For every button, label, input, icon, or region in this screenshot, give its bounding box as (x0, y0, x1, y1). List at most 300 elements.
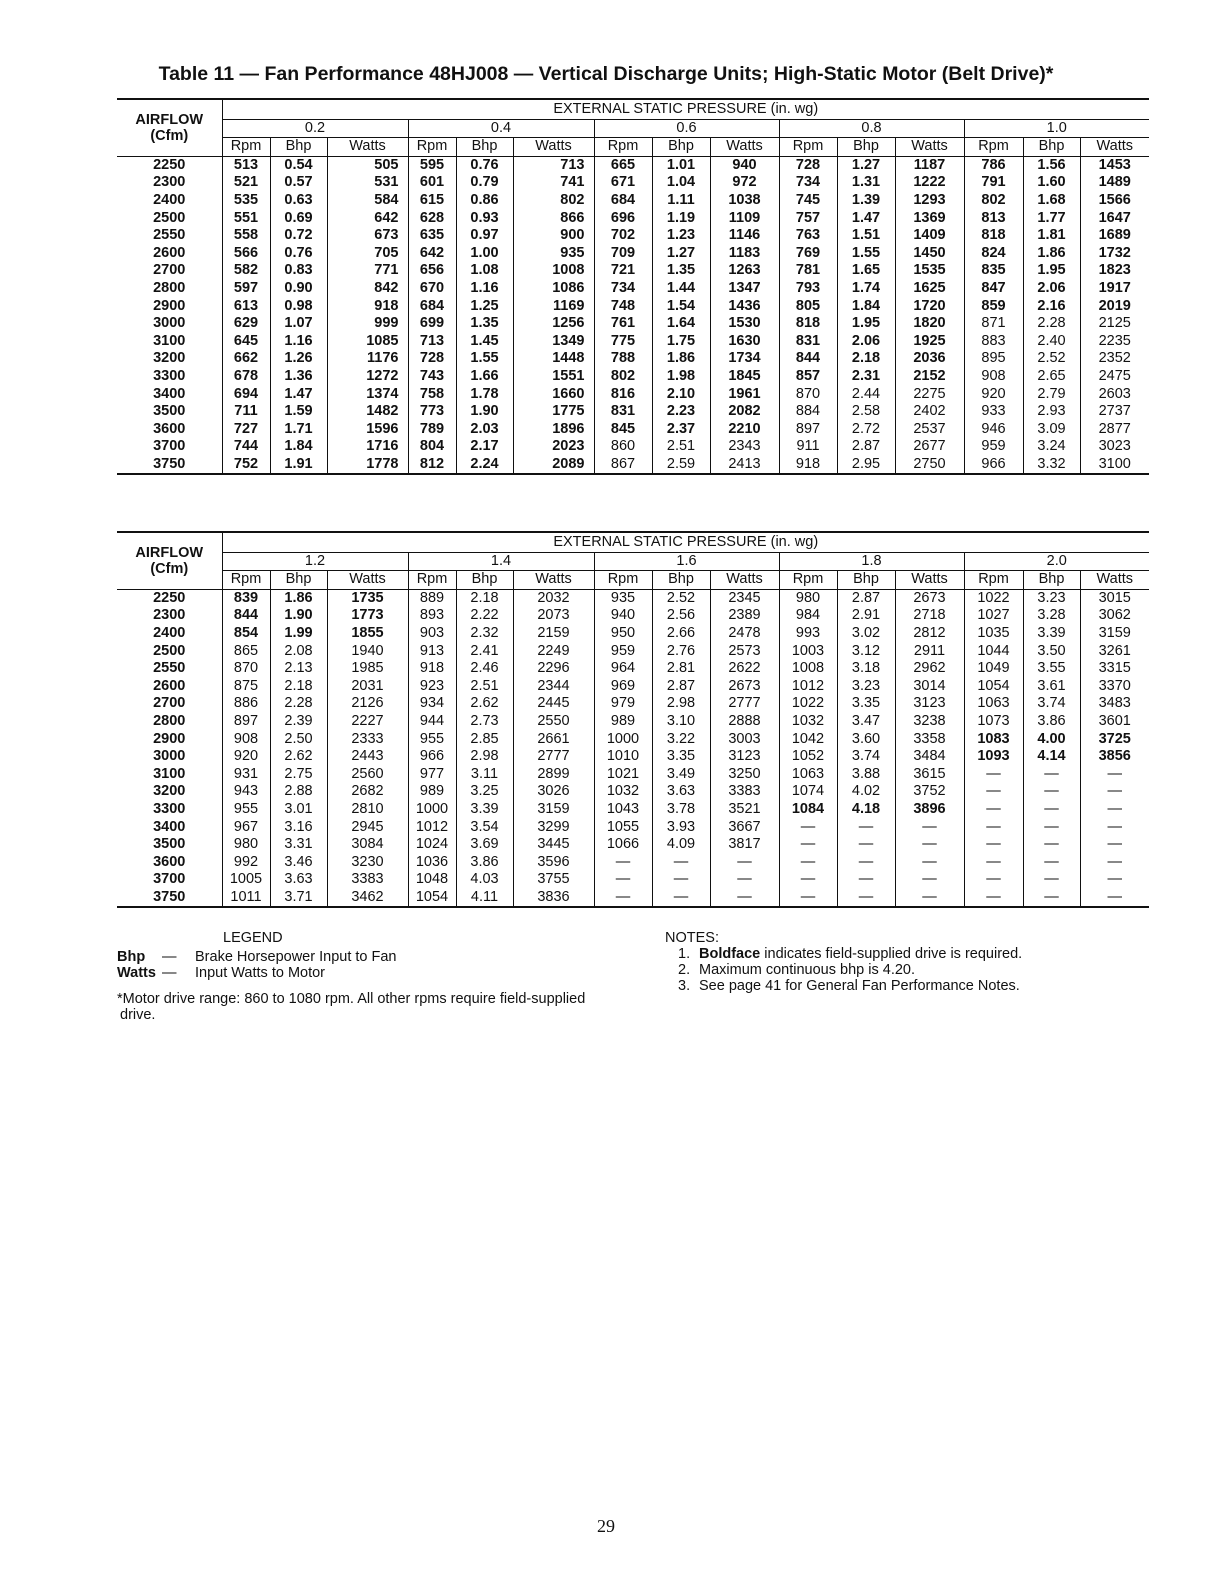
watts-cell: 1778 (327, 456, 408, 475)
rpm-cell: 884 (779, 403, 837, 421)
watts-cell: 2537 (895, 421, 964, 439)
watts-cell: 1450 (895, 245, 964, 263)
column-header-bhp: Bhp (270, 571, 327, 590)
rpm-cell: 743 (408, 368, 456, 386)
legend-dash: — (162, 965, 177, 981)
airflow-label: AIRFLOW (135, 111, 204, 128)
watts-cell: 1349 (513, 333, 594, 351)
rpm-cell: 757 (779, 210, 837, 228)
bhp-cell: 3.31 (270, 836, 327, 854)
watts-cell: 1773 (327, 607, 408, 625)
watts-cell: 2573 (710, 643, 779, 661)
watts-cell: 2661 (513, 731, 594, 749)
bhp-cell: 1.74 (837, 280, 895, 298)
rpm-cell: 903 (408, 625, 456, 643)
rpm-cell: — (964, 819, 1023, 837)
bhp-cell: 2.52 (1023, 350, 1080, 368)
bhp-cell: 2.52 (652, 589, 710, 607)
rpm-cell: 1063 (779, 766, 837, 784)
watts-cell: 3358 (895, 731, 964, 749)
airflow-cell: 2600 (117, 245, 222, 263)
watts-cell: 2152 (895, 368, 964, 386)
watts-cell: 1448 (513, 350, 594, 368)
legend-heading: LEGEND (223, 930, 283, 946)
bhp-cell: 1.45 (456, 333, 513, 351)
bhp-cell: 2.98 (456, 748, 513, 766)
bhp-cell: 2.06 (1023, 280, 1080, 298)
rpm-cell: 844 (222, 607, 270, 625)
bhp-cell: 1.08 (456, 262, 513, 280)
bhp-cell: 1.56 (1023, 156, 1080, 174)
watts-cell: 2777 (710, 695, 779, 713)
airflow-cell: 3600 (117, 421, 222, 439)
watts-cell: 1820 (895, 315, 964, 333)
bhp-cell: 2.87 (652, 678, 710, 696)
fan-performance-table-high-pressure (117, 531, 1149, 908)
rpm-cell: 728 (779, 156, 837, 174)
bhp-cell: 3.39 (456, 801, 513, 819)
bhp-cell: 1.00 (456, 245, 513, 263)
bhp-cell: — (652, 854, 710, 872)
column-header-watts: Watts (513, 571, 594, 590)
bhp-cell: 0.72 (270, 227, 327, 245)
bhp-cell: 2.95 (837, 456, 895, 475)
pressure-group-header: 0.2 (222, 119, 408, 138)
bhp-cell: 1.35 (652, 262, 710, 280)
watts-cell: 3596 (513, 854, 594, 872)
watts-cell: 1409 (895, 227, 964, 245)
rpm-cell: 613 (222, 298, 270, 316)
bhp-cell: 1.95 (1023, 262, 1080, 280)
watts-cell: 2031 (327, 678, 408, 696)
column-header-bhp: Bhp (456, 138, 513, 157)
watts-cell: 2911 (895, 643, 964, 661)
bhp-cell: 3.09 (1023, 421, 1080, 439)
rpm-cell: 959 (594, 643, 652, 661)
airflow-cell: 2600 (117, 678, 222, 696)
watts-cell: 940 (710, 156, 779, 174)
watts-cell: 2718 (895, 607, 964, 625)
watts-cell: 1720 (895, 298, 964, 316)
bhp-cell: 1.26 (270, 350, 327, 368)
rpm-cell: — (964, 801, 1023, 819)
watts-cell: 935 (513, 245, 594, 263)
bhp-cell: 2.18 (837, 350, 895, 368)
table-row (117, 333, 1149, 351)
rpm-cell: 870 (222, 660, 270, 678)
rpm-cell: — (779, 854, 837, 872)
rpm-cell: 1024 (408, 836, 456, 854)
watts-cell: — (1107, 871, 1122, 888)
airflow-cell: 2250 (117, 156, 222, 174)
airflow-cell: 2800 (117, 280, 222, 298)
watts-cell: 2082 (710, 403, 779, 421)
rpm-cell: 964 (594, 660, 652, 678)
bhp-cell: 1.81 (1023, 227, 1080, 245)
bhp-cell: 2.58 (837, 403, 895, 421)
rpm-cell: 875 (222, 678, 270, 696)
rpm-cell: 734 (594, 280, 652, 298)
watts-cell: 1109 (710, 210, 779, 228)
rpm-cell: 595 (408, 156, 456, 174)
rpm-cell: 859 (964, 298, 1023, 316)
column-header-bhp: Bhp (652, 571, 710, 590)
watts-cell: 2210 (710, 421, 779, 439)
bhp-cell: 4.02 (837, 783, 895, 801)
watts-cell: — (1107, 783, 1122, 800)
bhp-cell: 0.86 (456, 192, 513, 210)
watts-cell: 2352 (1098, 350, 1131, 367)
bhp-cell: — (1023, 854, 1080, 872)
rpm-cell: 699 (408, 315, 456, 333)
bhp-cell: 3.55 (1023, 660, 1080, 678)
watts-cell: 2296 (513, 660, 594, 678)
bhp-cell: 1.90 (456, 403, 513, 421)
rpm-cell: 773 (408, 403, 456, 421)
watts-cell: 2677 (895, 438, 964, 456)
rpm-cell: 1000 (408, 801, 456, 819)
watts-cell: 1176 (327, 350, 408, 368)
watts-cell: 2235 (1098, 332, 1131, 349)
rpm-cell: 967 (222, 819, 270, 837)
bhp-cell: 2.18 (270, 678, 327, 696)
bhp-cell: 1.64 (652, 315, 710, 333)
rpm-cell: 931 (222, 766, 270, 784)
watts-cell: 2159 (513, 625, 594, 643)
watts-cell: 2877 (1098, 420, 1131, 437)
bhp-cell: 3.35 (652, 748, 710, 766)
rpm-cell: 1073 (964, 713, 1023, 731)
rpm-cell: 813 (964, 210, 1023, 228)
rpm-cell: 1000 (594, 731, 652, 749)
table-row (117, 421, 1149, 439)
bhp-cell: 3.16 (270, 819, 327, 837)
watts-cell: 866 (513, 210, 594, 228)
bhp-cell: 1.19 (652, 210, 710, 228)
bhp-cell: 1.16 (270, 333, 327, 351)
watts-cell: 1735 (327, 589, 408, 607)
bhp-cell: 2.59 (652, 456, 710, 475)
rpm-cell: 1012 (779, 678, 837, 696)
rpm-cell: 1052 (779, 748, 837, 766)
table-row (117, 819, 1149, 837)
airflow-cell: 2500 (117, 643, 222, 661)
bhp-cell: 1.51 (837, 227, 895, 245)
column-header-rpm: Rpm (779, 138, 837, 157)
bhp-cell: — (1023, 783, 1080, 801)
rpm-cell: 745 (779, 192, 837, 210)
page-number: 29 (597, 1516, 615, 1536)
bhp-cell: 3.23 (1023, 589, 1080, 607)
watts-cell: 1530 (710, 315, 779, 333)
pressure-group-header: 1.6 (594, 552, 779, 571)
bhp-cell: 3.01 (270, 801, 327, 819)
watts-cell: 1660 (513, 386, 594, 404)
rpm-cell: 969 (594, 678, 652, 696)
watts-cell: 2475 (1098, 367, 1131, 384)
rpm-cell: 656 (408, 262, 456, 280)
rpm-cell: 805 (779, 298, 837, 316)
column-header-watts: Watts (513, 138, 594, 157)
airflow-cell: 3400 (117, 819, 222, 837)
bhp-cell: 2.62 (456, 695, 513, 713)
bhp-cell: 2.13 (270, 660, 327, 678)
watts-cell: 918 (327, 298, 408, 316)
column-header-bhp: Bhp (1023, 138, 1080, 157)
rpm-cell: 629 (222, 315, 270, 333)
column-header-rpm: Rpm (964, 138, 1023, 157)
bhp-cell: 2.24 (456, 456, 513, 475)
watts-cell: — (1107, 800, 1122, 817)
bhp-cell: 1.27 (652, 245, 710, 263)
watts-cell: 3370 (1098, 677, 1131, 694)
watts-cell: 2402 (895, 403, 964, 421)
rpm-cell: 645 (222, 333, 270, 351)
bhp-cell: — (1023, 871, 1080, 889)
watts-cell: 2227 (327, 713, 408, 731)
watts-cell: 2962 (895, 660, 964, 678)
rpm-cell: 950 (594, 625, 652, 643)
rpm-cell: 946 (964, 421, 1023, 439)
bhp-cell: 4.03 (456, 871, 513, 889)
watts-cell: 1086 (513, 280, 594, 298)
bhp-cell: 2.88 (270, 783, 327, 801)
watts-cell: 673 (327, 227, 408, 245)
rpm-cell: 824 (964, 245, 1023, 263)
watts-cell: 3230 (327, 854, 408, 872)
bhp-cell: — (837, 854, 895, 872)
bhp-cell: 3.74 (837, 748, 895, 766)
watts-cell: 2249 (513, 643, 594, 661)
column-header-bhp: Bhp (1023, 571, 1080, 590)
bhp-cell: 2.37 (652, 421, 710, 439)
watts-cell: 2560 (327, 766, 408, 784)
bhp-cell: 1.99 (270, 625, 327, 643)
rpm-cell: 1011 (222, 889, 270, 908)
bhp-cell: 3.78 (652, 801, 710, 819)
watts-cell: 1985 (327, 660, 408, 678)
rpm-cell: 713 (408, 333, 456, 351)
watts-cell: — (895, 836, 964, 854)
rpm-cell: 734 (779, 174, 837, 192)
bhp-cell: — (1023, 819, 1080, 837)
column-header-rpm: Rpm (408, 571, 456, 590)
bhp-cell: 1.86 (270, 589, 327, 607)
watts-cell: 3100 (1080, 456, 1149, 475)
pressure-group-header: 1.0 (964, 119, 1149, 138)
rpm-cell: 1027 (964, 607, 1023, 625)
watts-cell: 1630 (710, 333, 779, 351)
rpm-cell: 678 (222, 368, 270, 386)
table-row (117, 836, 1149, 854)
rpm-cell: 918 (779, 456, 837, 475)
legend-dash: — (162, 948, 177, 965)
table-row (117, 748, 1149, 766)
rpm-cell: 992 (222, 854, 270, 872)
bhp-cell: 3.39 (1023, 625, 1080, 643)
airflow-cell: 2700 (117, 262, 222, 280)
rpm-cell: 989 (408, 783, 456, 801)
bhp-cell: 3.10 (652, 713, 710, 731)
watts-cell: 2089 (513, 456, 594, 475)
column-header-bhp: Bhp (652, 138, 710, 157)
airflow-cell: 3500 (117, 403, 222, 421)
rpm-cell: 1042 (779, 731, 837, 749)
rpm-cell: 933 (964, 403, 1023, 421)
note-item (678, 978, 1145, 994)
bhp-cell: 2.62 (270, 748, 327, 766)
rpm-cell: — (964, 871, 1023, 889)
rpm-cell: 1054 (408, 889, 456, 908)
column-header-rpm: Rpm (594, 571, 652, 590)
airflow-label: AIRFLOW (135, 544, 204, 561)
bhp-cell: 3.60 (837, 731, 895, 749)
rpm-cell: 721 (594, 262, 652, 280)
watts-cell: 3752 (895, 783, 964, 801)
airflow-cell: 3100 (117, 766, 222, 784)
watts-cell: 2389 (710, 607, 779, 625)
rpm-cell: 662 (222, 350, 270, 368)
rpm-cell: 979 (594, 695, 652, 713)
watts-cell: 1146 (710, 227, 779, 245)
bhp-cell: 4.11 (456, 889, 513, 908)
watts-cell: 2478 (710, 625, 779, 643)
rpm-cell: 857 (779, 368, 837, 386)
rpm-cell: 728 (408, 350, 456, 368)
bhp-cell: — (1023, 801, 1080, 819)
rpm-cell: 566 (222, 245, 270, 263)
bhp-cell: 3.74 (1023, 695, 1080, 713)
rpm-cell: 744 (222, 438, 270, 456)
watts-cell: 2550 (513, 713, 594, 731)
watts-cell: 3817 (710, 836, 779, 854)
bhp-cell: 1.01 (652, 156, 710, 174)
rpm-cell: 702 (594, 227, 652, 245)
watts-cell: 1734 (710, 350, 779, 368)
table-row (117, 298, 1149, 316)
column-header-watts: Watts (327, 571, 408, 590)
bhp-cell: — (837, 871, 895, 889)
rpm-cell: 789 (408, 421, 456, 439)
watts-cell: 3856 (1098, 748, 1131, 765)
watts-cell: 1008 (513, 262, 594, 280)
watts-cell: 713 (513, 156, 594, 174)
airflow-cell: 3400 (117, 386, 222, 404)
watts-cell: 771 (327, 262, 408, 280)
rpm-cell: 943 (222, 783, 270, 801)
watts-cell: 3667 (710, 819, 779, 837)
bhp-cell: 1.35 (456, 315, 513, 333)
watts-cell: 584 (327, 192, 408, 210)
watts-cell: 3159 (513, 801, 594, 819)
bhp-cell: 2.76 (652, 643, 710, 661)
watts-cell: 3250 (710, 766, 779, 784)
watts-cell: — (895, 889, 964, 908)
airflow-cell: 3300 (117, 801, 222, 819)
pressure-group-header: 1.2 (222, 552, 408, 571)
watts-cell: 1925 (895, 333, 964, 351)
bhp-cell: 1.25 (456, 298, 513, 316)
rpm-cell: 684 (408, 298, 456, 316)
watts-cell: 900 (513, 227, 594, 245)
bhp-cell: 3.63 (652, 783, 710, 801)
bhp-cell: — (652, 889, 710, 908)
bhp-cell: 3.61 (1023, 678, 1080, 696)
watts-cell: 1732 (1098, 244, 1131, 261)
rpm-cell: 816 (594, 386, 652, 404)
bhp-cell: 2.81 (652, 660, 710, 678)
bhp-cell: 2.87 (837, 438, 895, 456)
pressure-group-header: 0.6 (594, 119, 779, 138)
watts-cell: 1551 (513, 368, 594, 386)
table-row (117, 625, 1149, 643)
table-row (117, 174, 1149, 192)
airflow-cell: 3200 (117, 783, 222, 801)
bhp-cell: 1.54 (652, 298, 710, 316)
rpm-cell: 1043 (594, 801, 652, 819)
watts-cell: 3896 (895, 801, 964, 819)
watts-cell: 2275 (895, 386, 964, 404)
bhp-cell: 2.79 (1023, 386, 1080, 404)
rpm-cell: 980 (222, 836, 270, 854)
rpm-cell: 670 (408, 280, 456, 298)
rpm-cell: 934 (408, 695, 456, 713)
watts-cell: 2126 (327, 695, 408, 713)
rpm-cell: 1005 (222, 871, 270, 889)
bhp-cell: — (837, 889, 895, 908)
bhp-cell: 1.23 (652, 227, 710, 245)
bhp-cell: 0.97 (456, 227, 513, 245)
bhp-cell: 0.63 (270, 192, 327, 210)
bhp-cell: 1.44 (652, 280, 710, 298)
bhp-cell: 1.65 (837, 262, 895, 280)
watts-cell: 999 (327, 315, 408, 333)
bhp-cell: 3.88 (837, 766, 895, 784)
watts-cell: 2750 (895, 456, 964, 475)
watts-cell: 1436 (710, 298, 779, 316)
rpm-cell: 889 (408, 589, 456, 607)
airflow-cell: 3000 (117, 748, 222, 766)
watts-cell: 2036 (895, 350, 964, 368)
watts-cell: 1482 (327, 403, 408, 421)
rpm-cell: — (594, 854, 652, 872)
rpm-cell: 993 (779, 625, 837, 643)
column-header-rpm: Rpm (964, 571, 1023, 590)
bhp-cell: 2.91 (837, 607, 895, 625)
bhp-cell: 0.76 (456, 156, 513, 174)
watts-cell: — (710, 854, 779, 872)
airflow-cell: 2400 (117, 192, 222, 210)
rpm-cell: 1063 (964, 695, 1023, 713)
bhp-cell: — (1023, 889, 1080, 908)
rpm-cell: 769 (779, 245, 837, 263)
rpm-cell: 635 (408, 227, 456, 245)
watts-cell: 3299 (513, 819, 594, 837)
esp-header: EXTERNAL STATIC PRESSURE (in. wg) (222, 532, 1149, 552)
bhp-cell: 2.22 (456, 607, 513, 625)
watts-cell: 1374 (327, 386, 408, 404)
bhp-cell: 2.28 (1023, 315, 1080, 333)
rpm-cell: 871 (964, 315, 1023, 333)
table-row (117, 731, 1149, 749)
watts-cell: 3003 (710, 731, 779, 749)
watts-cell: 2777 (513, 748, 594, 766)
rpm-cell: 865 (222, 643, 270, 661)
watts-cell: 2888 (710, 713, 779, 731)
watts-cell: 972 (710, 174, 779, 192)
watts-cell: 505 (327, 156, 408, 174)
bhp-cell: 0.90 (270, 280, 327, 298)
